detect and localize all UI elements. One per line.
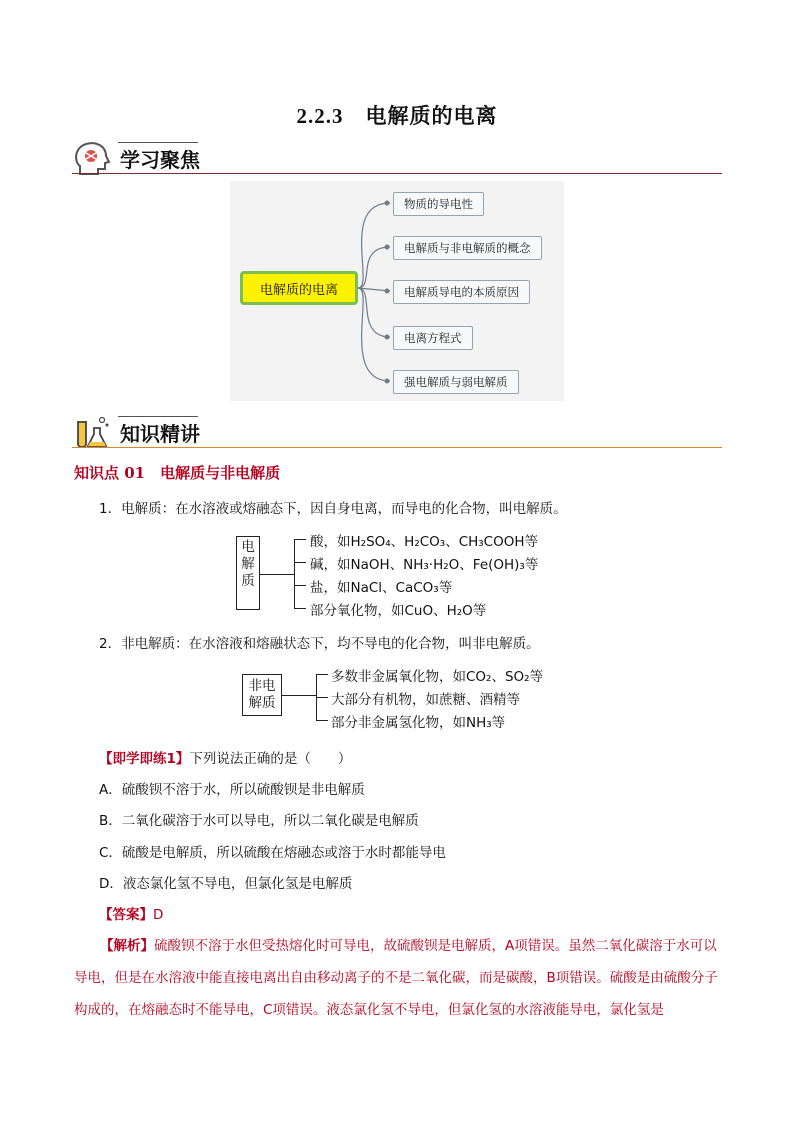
page-title: 2.2.3 电解质的电离 bbox=[296, 104, 498, 128]
definition-nonelectrolyte: 2．非电解质：在水溶液和熔融状态下，均不导电的化合物，叫非电解质。 bbox=[99, 636, 540, 652]
electrolyte-item-base: 碱，如NaOH、NH₃·H₂O、Fe(OH)₃等 bbox=[310, 557, 539, 573]
nonelectrolyte-box bbox=[242, 674, 282, 716]
mind-map-node-2: 电解质与非电解质的概念 bbox=[393, 236, 542, 260]
electrolyte-box-label: 电解质 bbox=[241, 539, 255, 589]
option-c: C．硫酸是电解质，所以硫酸在熔融态或溶于水时都能导电 bbox=[99, 845, 446, 861]
header-rule bbox=[72, 173, 722, 174]
section-title-focus: 学习聚焦 bbox=[120, 148, 200, 172]
connector-5 bbox=[358, 288, 390, 381]
header-overline bbox=[118, 142, 198, 143]
lab-flask-icon bbox=[72, 414, 112, 450]
option-a: A．硫酸钡不溶于水，所以硫酸钡是非电解质 bbox=[99, 782, 365, 798]
brain-head-icon bbox=[72, 140, 112, 176]
analysis-text: 硫酸钡不溶于水但受热熔化时可导电，故硫酸钡是电解质，A项错误。虽然二氧化碳溶于水可以导电，但是在水溶液中能直接电离出自由移动离子的不是二氧化碳，而是碳酸，B项错误。硫酸是由硫酸分子构成的，在熔融态时不能导电，C项错误。液态氯化氢不导电，但氯化氢的水溶液能导电，氯化氢是 bbox=[74, 938, 718, 1018]
header-rule bbox=[72, 447, 722, 448]
nonelectrolyte-item-oxide: 多数非金属氧化物，如CO₂、SO₂等 bbox=[331, 669, 544, 685]
knowledge-point-heading: 知识点 01 电解质与非电解质 bbox=[74, 464, 281, 482]
definition-electrolyte: 1．电解质：在水溶液或熔融态下，因自身电离，而导电的化合物，叫电解质。 bbox=[99, 501, 567, 517]
nonelectrolyte-diagram bbox=[242, 664, 572, 736]
section-header-focus bbox=[72, 140, 722, 174]
electrolyte-box bbox=[236, 536, 260, 610]
analysis-tag: 【解析】 bbox=[100, 938, 154, 954]
exercise-question-text: 下列说法正确的是（ ） bbox=[189, 751, 352, 767]
mind-map-node-5: 强电解质与弱电解质 bbox=[393, 370, 519, 394]
header-overline bbox=[118, 416, 198, 417]
mind-map bbox=[230, 181, 564, 401]
electrolyte-item-salt: 盐，如NaCl、CaCO₃等 bbox=[310, 580, 453, 596]
option-d: D．液态氯化氢不导电，但氯化氢是电解质 bbox=[99, 876, 353, 892]
exercise-question bbox=[99, 747, 351, 767]
electrolyte-item-acid: 酸，如H₂SO₄、H₂CO₃、CH₃COOH等 bbox=[310, 534, 539, 550]
answer-line bbox=[99, 903, 163, 923]
nonelectrolyte-box-label: 非电解质 bbox=[248, 678, 276, 711]
exercise-tag: 【即学即练1】 bbox=[99, 751, 190, 767]
nonelectrolyte-item-hydride: 部分非金属氢化物，如NH₃等 bbox=[331, 715, 506, 731]
option-b: B．二氧化碳溶于水可以导电，所以二氧化碳是电解质 bbox=[99, 813, 419, 829]
mind-map-node-3: 电解质导电的本质原因 bbox=[393, 280, 530, 304]
mind-map-root: 电解质的电离 bbox=[240, 271, 358, 305]
section-title-knowledge: 知识精讲 bbox=[120, 422, 200, 446]
analysis-paragraph bbox=[74, 930, 724, 1026]
nonelectrolyte-item-organic: 大部分有机物，如蔗糖、酒精等 bbox=[331, 692, 520, 708]
mind-map-node-1: 物质的导电性 bbox=[393, 192, 484, 216]
section-header-knowledge bbox=[72, 414, 722, 448]
electrolyte-item-oxide: 部分氧化物，如CuO、H₂O等 bbox=[310, 603, 487, 619]
mind-map-node-4: 电离方程式 bbox=[393, 326, 473, 350]
answer-value: D bbox=[153, 907, 164, 923]
answer-tag: 【答案】 bbox=[99, 907, 153, 923]
electrolyte-diagram bbox=[236, 532, 566, 618]
